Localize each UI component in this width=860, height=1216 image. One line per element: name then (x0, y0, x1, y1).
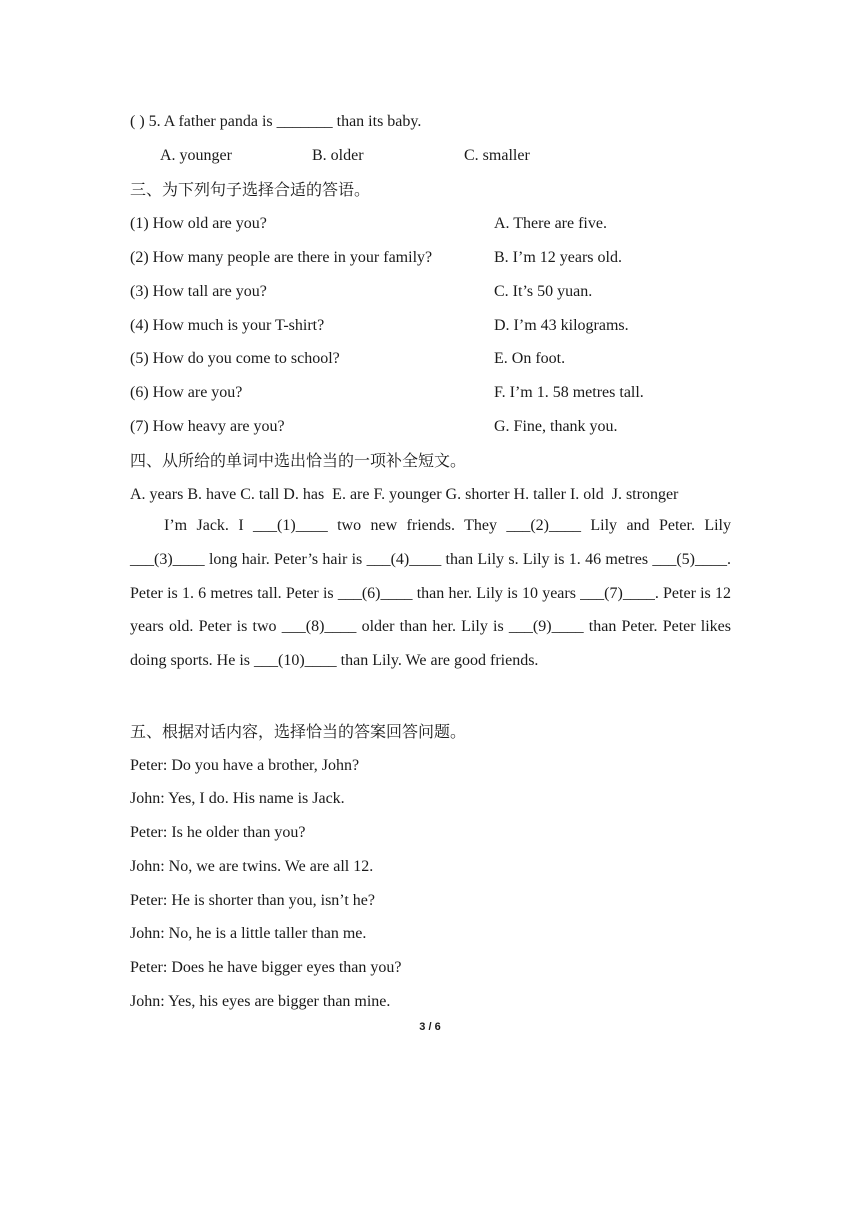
question-5-option-b: B. older (312, 147, 364, 164)
section-3-answer: C. It’s 50 yuan. (494, 283, 593, 300)
section-5-heading: 五、根据对话内容，选择恰当的答案回答问题。 (130, 722, 467, 741)
dialogue-line: John: Yes, his eyes are bigger than mine. (130, 993, 391, 1010)
question-5-option-c: C. smaller (464, 147, 530, 164)
dialogue-line: Peter: Does he have bigger eyes than you? (130, 959, 402, 976)
section-3-answer: F. I’m 1. 58 metres tall. (494, 384, 644, 401)
section-4-heading: 四、从所给的单词中选出恰当的一项补全短文。 (130, 451, 467, 470)
section-3-answer: D. I’m 43 kilograms. (494, 317, 629, 334)
section-4-passage: I’m Jack. I ___(1)____ two new friends. They ___(2)____ Lily and Peter. Lily ___(3)____ long hair. Peter’s hair is ___(4)____ than Lily s. Lily is 1. 46 metres ___(5)____. Peter is 1. 6 metres tall. Peter is ___(6)____ than her. Lily is 10 years ___(7)____. Peter is 12 years old. Peter is two ___(8)____ older than her. Lily is ___(9)____ than Peter. Peter likes doing sports. He is ___(10)____ than Lily. We are good friends. (130, 517, 731, 670)
dialogue-line: John: Yes, I do. His name is Jack. (130, 790, 345, 807)
dialogue-line: Peter: Do you have a brother, John? (130, 757, 360, 774)
section-3-question: (6) How are you? (130, 384, 243, 401)
section-3-question: (4) How much is your T-shirt? (130, 317, 325, 334)
question-5-option-a: A. younger (160, 147, 232, 164)
section-4-word-bank: A. years B. have C. tall D. has E. are F. younger G. shorter H. taller I. old J. stronger (130, 486, 679, 503)
section-3-question: (5) How do you come to school? (130, 350, 340, 367)
section-3-question: (1) How old are you? (130, 215, 267, 232)
section-3-answer: A. There are five. (494, 215, 607, 232)
section-3-heading: 三、为下列句子选择合适的答语。 (130, 180, 371, 199)
section-3-answer: B. I’m 12 years old. (494, 249, 622, 266)
section-3-answer: E. On foot. (494, 350, 566, 367)
dialogue-line: Peter: Is he older than you? (130, 824, 306, 841)
question-5-stem: ( ) 5. A father panda is _______ than its baby. (130, 113, 422, 130)
section-3-question: (2) How many people are there in your family? (130, 249, 433, 266)
section-3-question: (7) How heavy are you? (130, 418, 285, 435)
dialogue-line: John: No, we are twins. We are all 12. (130, 858, 374, 875)
section-3-question: (3) How tall are you? (130, 283, 267, 300)
dialogue-line: John: No, he is a little taller than me. (130, 925, 367, 942)
page-number: 3 / 6 (419, 1021, 441, 1033)
dialogue-line: Peter: He is shorter than you, isn’t he? (130, 892, 375, 909)
section-3-answer: G. Fine, thank you. (494, 418, 618, 435)
